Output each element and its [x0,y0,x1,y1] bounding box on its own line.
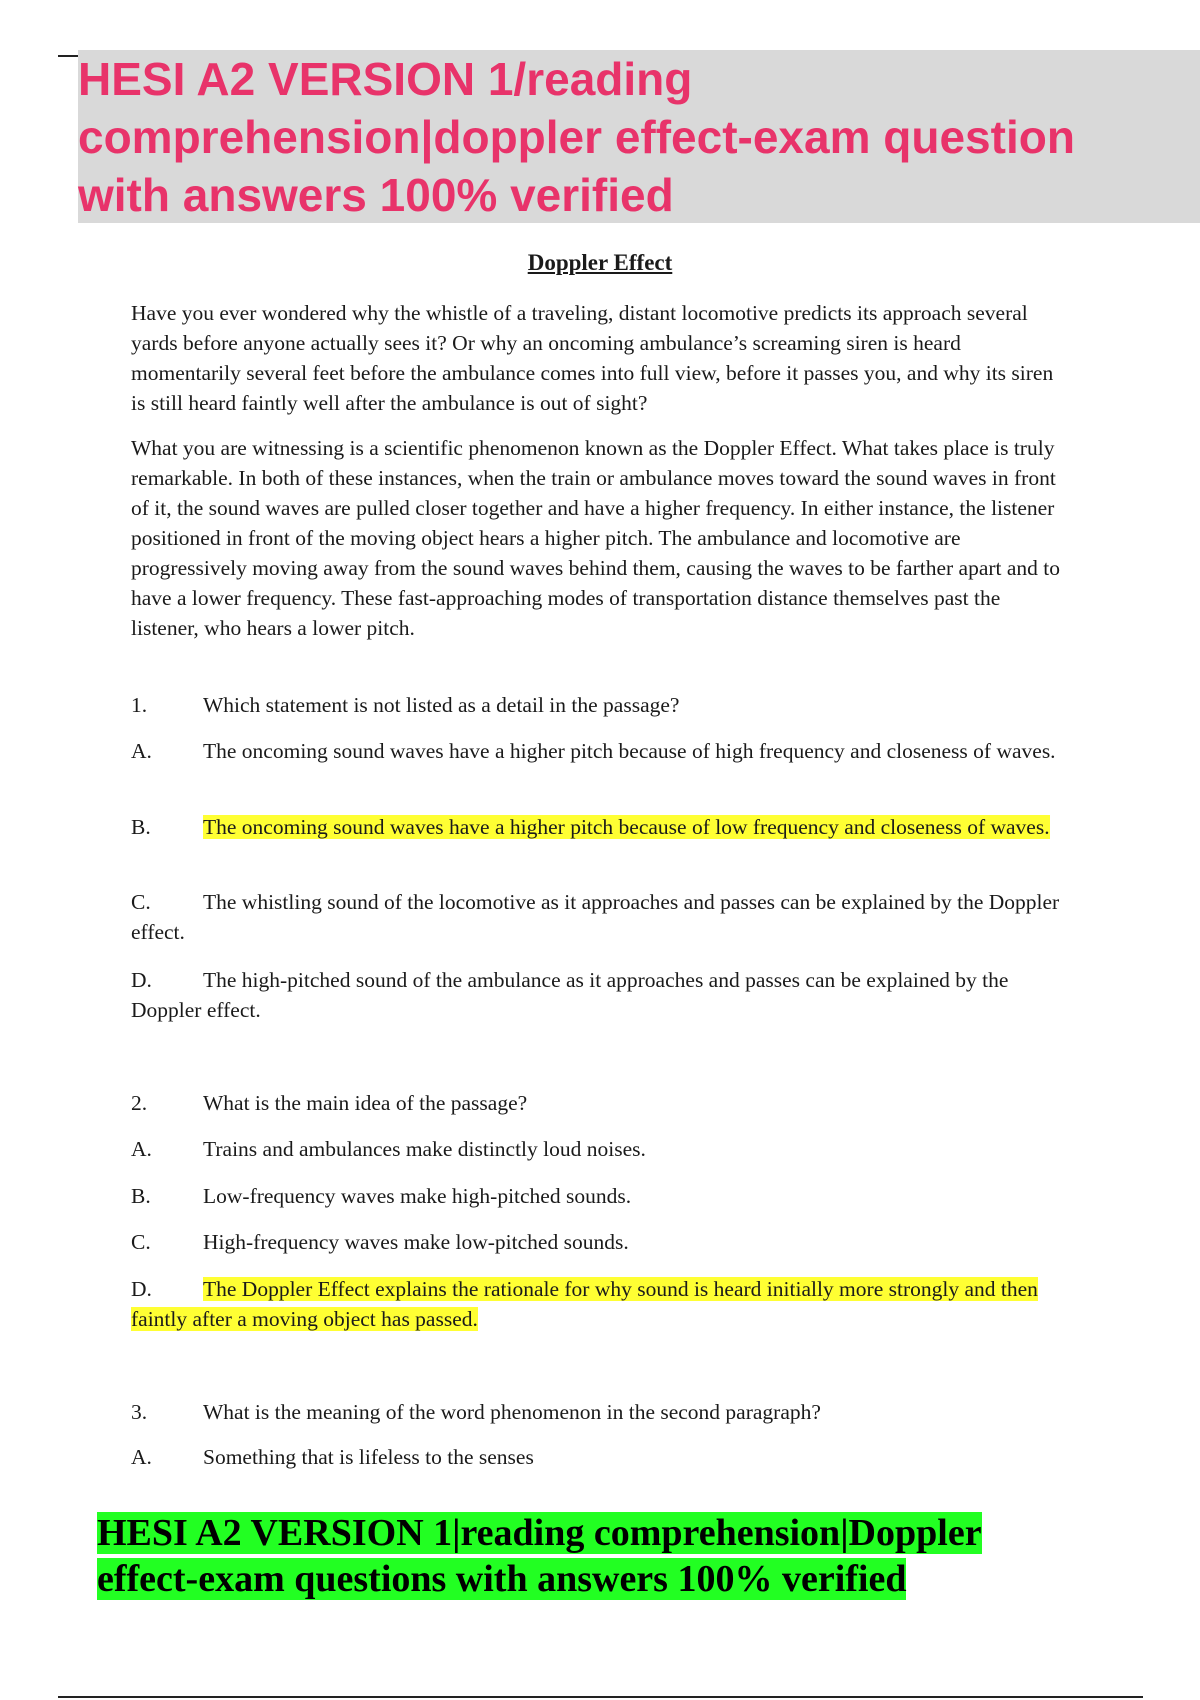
page-title: Doppler Effect [527,250,673,275]
correct-answer-highlight: The oncoming sound waves have a higher pitch because of low frequency and closeness of waves. [203,815,1050,839]
passage-paragraph-2 [131,433,1066,643]
correct-answer-highlight: The Doppler Effect explains the rationale for why sound is heard initially more strongly and then faintly after a moving object has passed. [131,1277,1038,1331]
question-2-option-a [131,1134,1066,1164]
header-banner [78,50,1200,223]
bottom-rule [58,1696,1143,1698]
question-2-option-c [131,1227,1066,1257]
option-label: D. [131,968,152,992]
option-label: A. [131,1137,152,1161]
passage-paragraph-1 [131,298,1066,418]
option-label: B. [131,815,151,839]
option-text: Something that is lifeless to the senses [203,1445,534,1469]
paragraph-text: Have you ever wondered why the whistle of a traveling, distant locomotive predicts its approach several yards before anyone actually sees it? Or why an oncoming ambulance’s screaming siren is heard momentarily several feet before the ambulance comes into full view, before it passes you, and why its siren is still heard faintly well after the ambulance is out of sight? [131,301,1054,415]
footer-title-block [97,1510,1052,1602]
option-text: Low-frequency waves make high-pitched sounds. [203,1184,632,1208]
option-label: A. [131,739,152,763]
paragraph-text: What you are witnessing is a scientific phenomenon known as the Doppler Effect. What takes place is truly remarkable. In both of these instances, when the train or ambulance moves toward the sound waves in front of it, the sound waves are pulled closer together and have a higher frequency. In either instance, the listener positioned in front of the moving object hears a higher pitch. The ambulance and locomotive are progressively moving away from the sound waves behind them, causing the waves to be farther apart and to have a lower frequency. These fast-approaching modes of transportation distance themselves past the listener, who hears a lower pitch. [131,436,1061,640]
question-1-option-d [131,965,1066,1025]
top-left-rule [58,55,78,57]
question-1-option-a [131,736,1066,766]
option-label: D. [131,1277,152,1301]
question-3 [131,1397,1066,1427]
option-text: Trains and ambulances make distinctly loud noises. [203,1137,646,1161]
option-text: The whistling sound of the locomotive as it approaches and passes can be explained by the Doppler effect. [131,890,1060,944]
question-2-option-b [131,1181,1066,1211]
option-text: High-frequency waves make low-pitched sounds. [203,1230,629,1254]
question-text: What is the main idea of the passage? [203,1091,528,1115]
option-label: A. [131,1445,152,1469]
option-text: The high-pitched sound of the ambulance as it approaches and passes can be explained by the Doppler effect. [131,968,1009,1022]
banner-title: HESI A2 VERSION 1/reading comprehension|doppler effect-exam question with answers 100% verified [78,53,1075,221]
option-label: B. [131,1184,151,1208]
question-3-option-a [131,1442,1066,1472]
option-label: C. [131,1230,151,1254]
question-text: Which statement is not listed as a detail in the passage? [203,693,680,717]
question-1-option-b [131,812,1066,842]
question-text: What is the meaning of the word phenomenon in the second paragraph? [203,1400,821,1424]
question-number: 2. [131,1091,148,1115]
question-1-option-c [131,887,1066,947]
footer-title: HESI A2 VERSION 1|reading comprehension|Doppler effect-exam questions with answers 100% verified [97,1512,982,1600]
question-2-option-d [131,1274,1066,1334]
option-text: The oncoming sound waves have a higher pitch because of high frequency and closeness of waves. [203,739,1056,763]
option-label: C. [131,890,151,914]
question-number: 1. [131,693,148,717]
question-1 [131,690,1066,720]
question-number: 3. [131,1400,148,1424]
question-2 [131,1088,1066,1118]
